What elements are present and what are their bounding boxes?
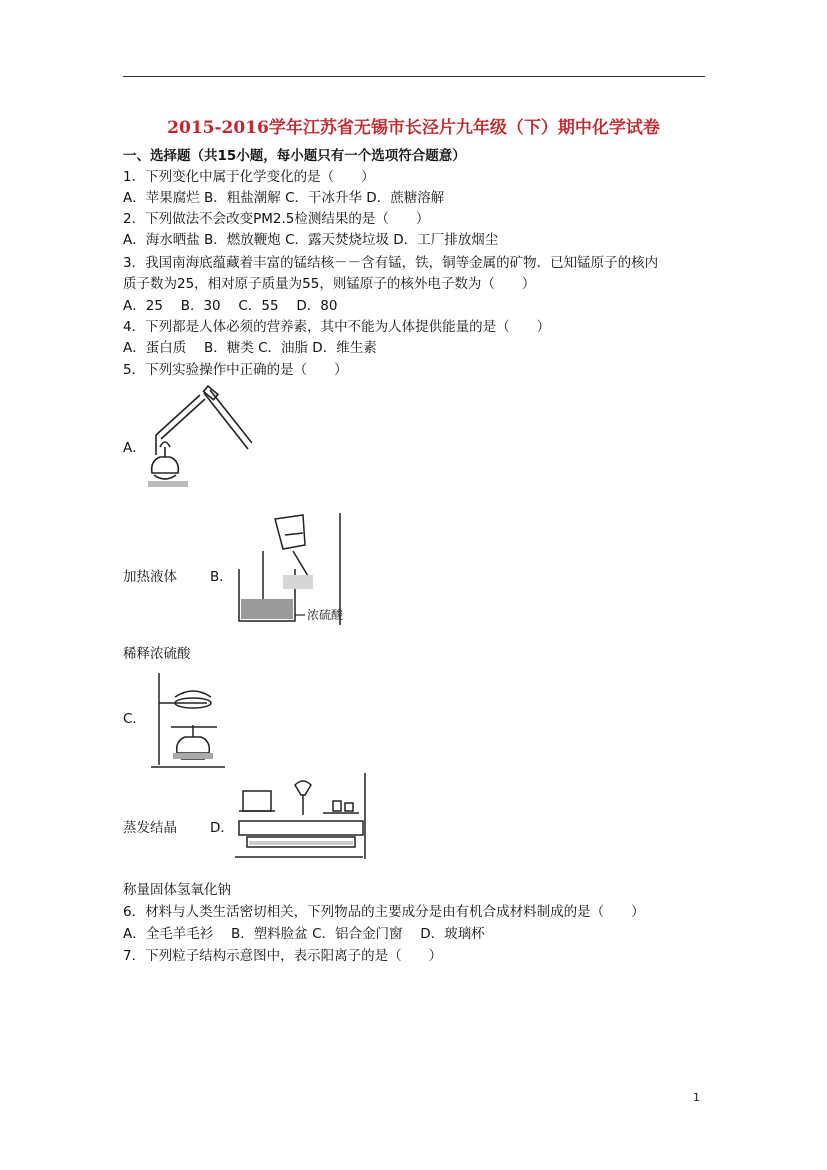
q1-options: A．苹果腐烂 B．粗盐潮解 C．干冰升华 D．蔗糖溶解 <box>123 190 445 206</box>
q5-stem: 5．下列实验操作中正确的是（ ） <box>123 362 348 378</box>
q4-stem: 4．下列都是人体必须的营养素，其中不能为人体提供能量的是（ ） <box>123 319 551 335</box>
q5-option-c-letter: C． <box>123 711 146 727</box>
q3-stem-line1: 3．我国南海底蕴藏着丰富的锰结核－－含有锰，铁，铜等金属的矿物．已知锰原子的核内 <box>123 255 659 271</box>
balance-figure <box>235 771 367 861</box>
section-heading: 一、选择题（共15小题，每小题只有一个选项符合题意） <box>123 148 466 164</box>
bottle-label: 浓硫酸 <box>307 608 343 622</box>
q5-option-d-caption: 称量固体氢氧化钠 <box>123 882 231 898</box>
q6-options: A．全毛羊毛衫 B．塑料脸盆 C．铝合金门窗 D．玻璃杯 <box>123 926 485 942</box>
q5-option-b-letter: B． <box>210 569 233 585</box>
q5-option-c-caption: 蒸发结晶 <box>123 820 177 836</box>
q5-option-a-caption: 加热液体 <box>123 569 177 585</box>
diluting-acid-figure <box>233 511 343 627</box>
heating-liquid-figure <box>148 385 252 495</box>
header-rule <box>123 76 705 77</box>
q4-options: A．蛋白质 B．糖类 C．油脂 D．维生素 <box>123 340 377 356</box>
q1-stem: 1．下列变化中属于化学变化的是（ ） <box>123 169 375 185</box>
page-title: 2015-2016学年江苏省无锡市长泾片九年级（下）期中化学试卷 <box>167 118 660 138</box>
evaporation-figure <box>147 667 227 772</box>
q5-option-b-caption: 稀释浓硫酸 <box>123 646 191 662</box>
q2-stem: 2．下列做法不会改变PM2.5检测结果的是（ ） <box>123 211 430 227</box>
q2-options: A．海水晒盐 B．燃放鞭炮 C．露天焚烧垃圾 D．工厂排放烟尘 <box>123 232 499 248</box>
q3-options: A．25 B．30 C．55 D．80 <box>123 298 338 314</box>
q3-stem-line2: 质子数为25，相对原子质量为55，则锰原子的核外电子数为（ ） <box>123 276 536 292</box>
page-number: 1 <box>693 1091 700 1104</box>
q7-stem: 7．下列粒子结构示意图中，表示阳离子的是（ ） <box>123 948 443 964</box>
q6-stem: 6．材料与人类生活密切相关，下列物品的主要成分是由有机合成材料制成的是（ ） <box>123 904 645 920</box>
q5-option-a-letter: A． <box>123 440 146 456</box>
q5-option-d-letter: D． <box>210 820 234 836</box>
